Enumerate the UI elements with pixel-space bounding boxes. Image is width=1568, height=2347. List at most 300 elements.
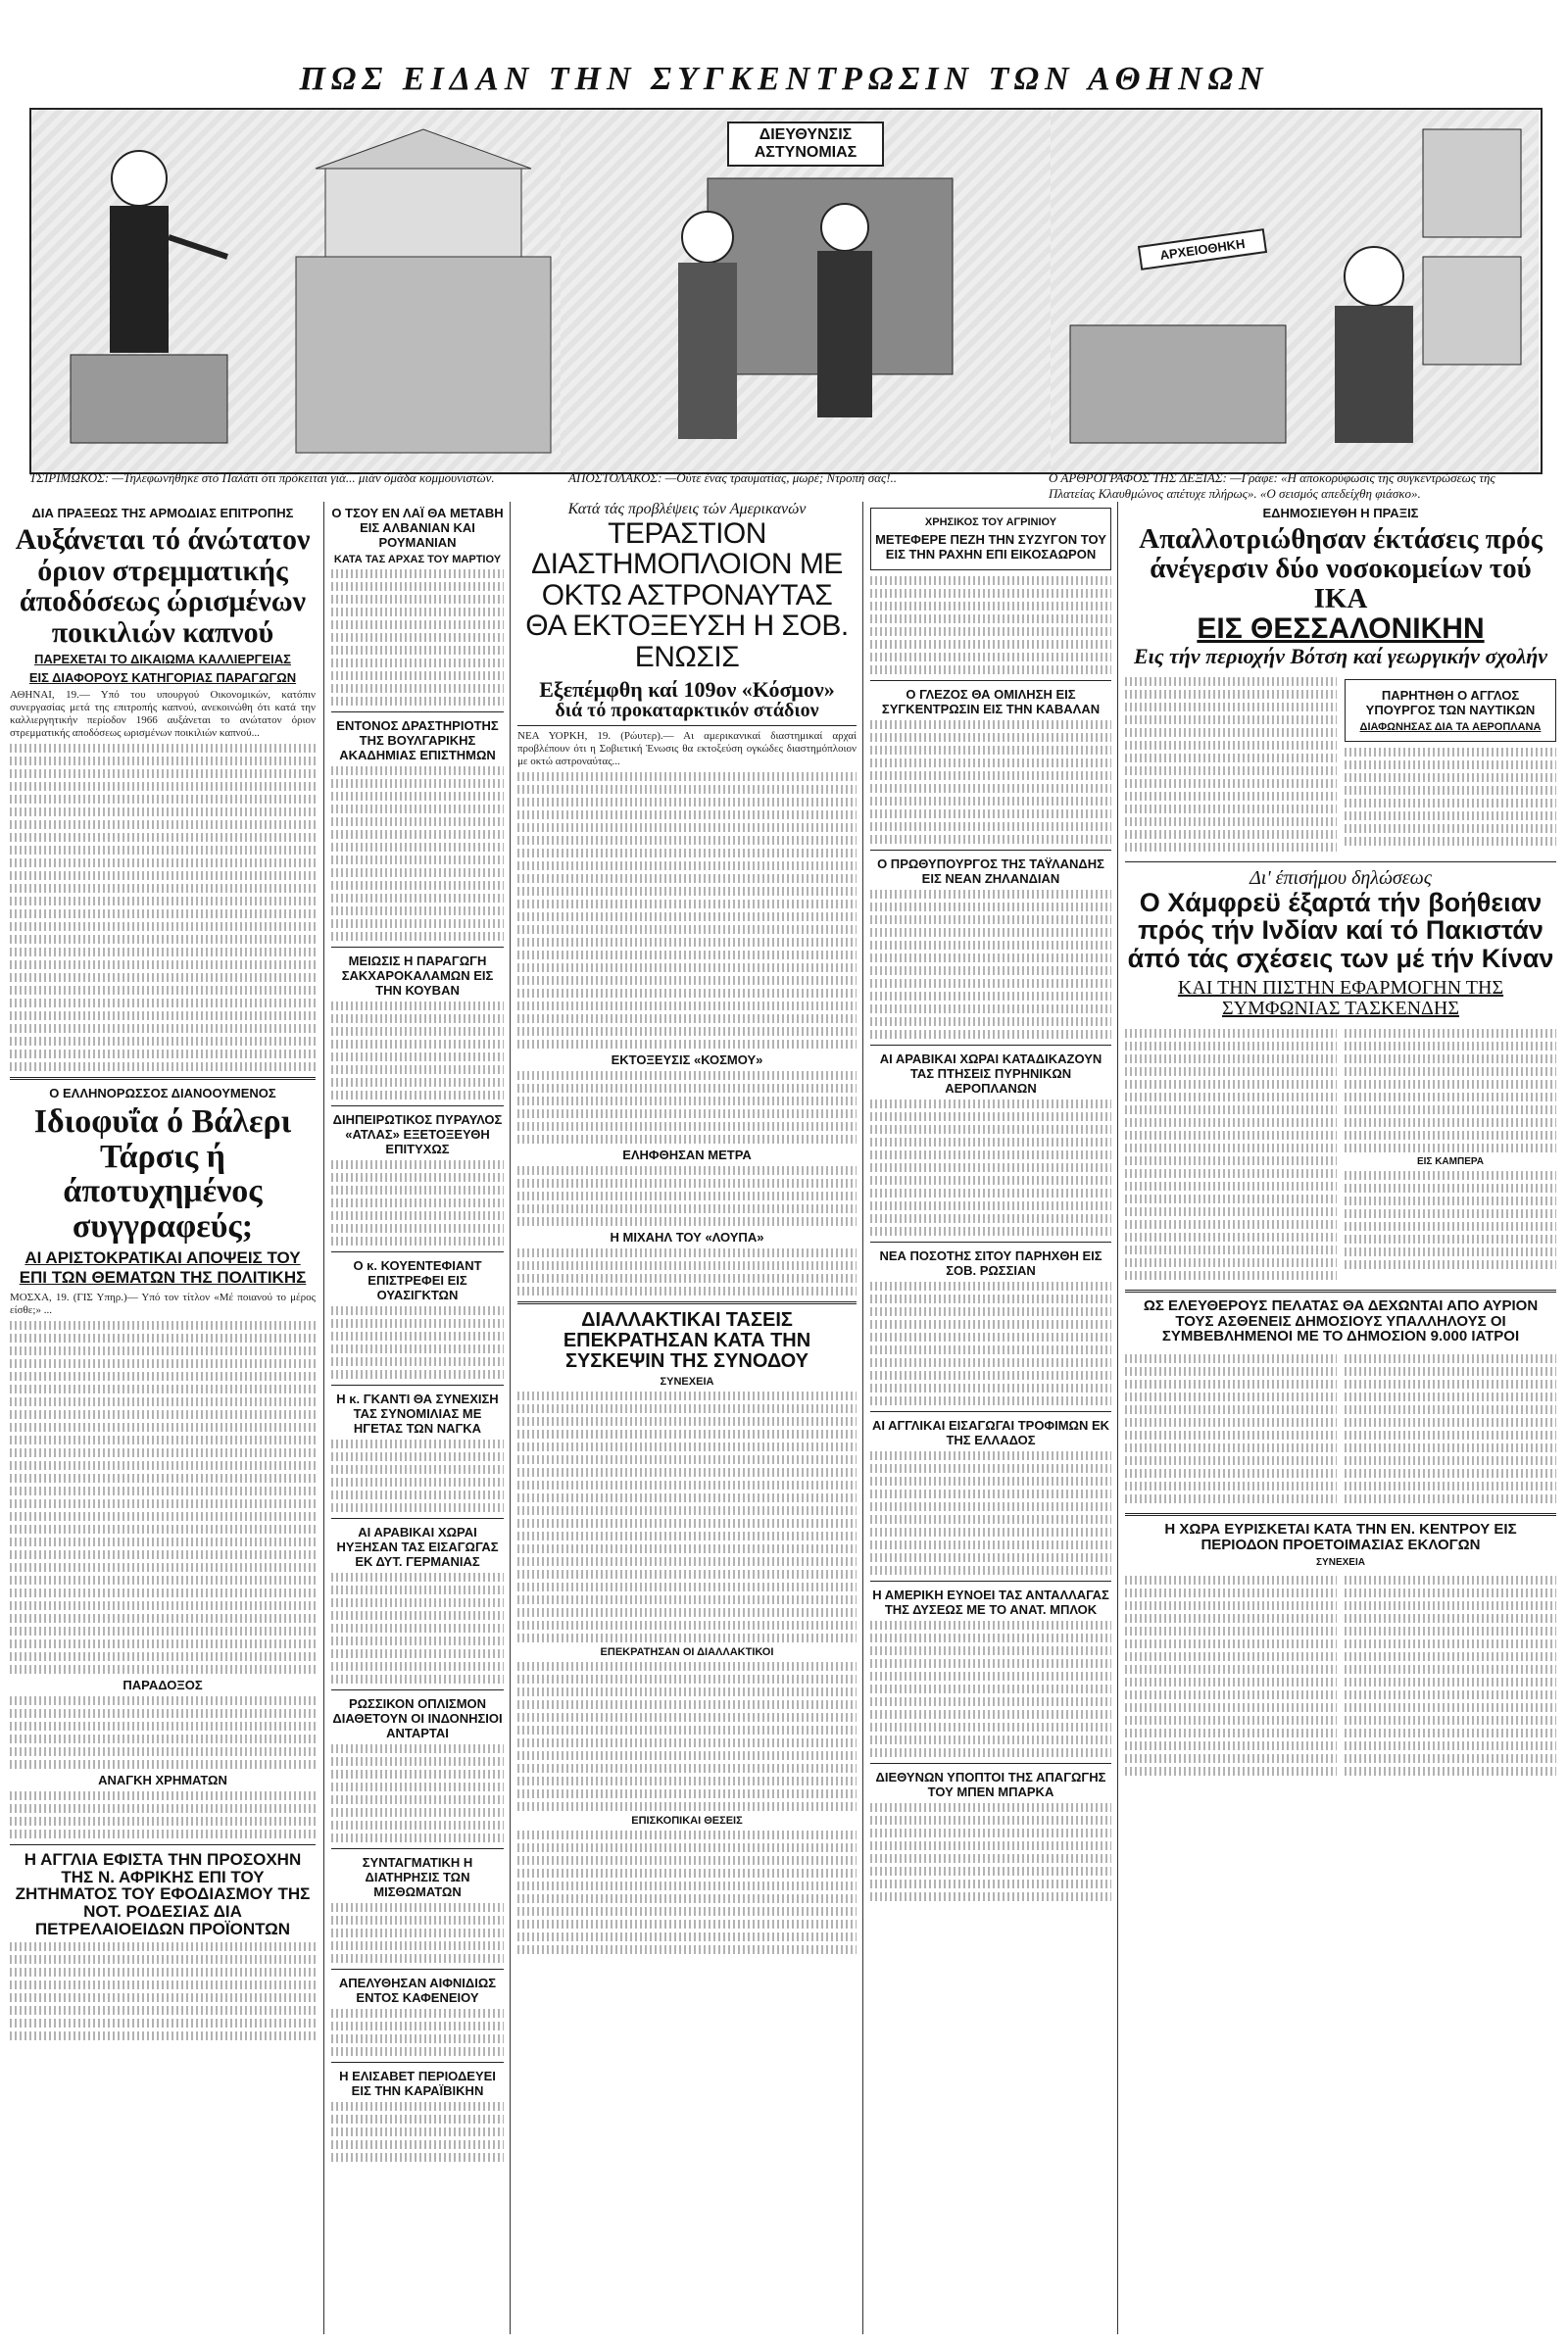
cartoon-strip	[29, 108, 1543, 474]
text-line	[10, 1722, 316, 1731]
text-line	[1125, 1494, 1337, 1503]
two-column-block	[1125, 1572, 1556, 1780]
text-line	[331, 779, 504, 788]
article-kicker: ΔΙΑ ΠΡΑΞΕΩΣ ΤΗΣ ΑΡΜΟΔΙΑΣ ΕΠΙΤΡΟΠΗΣ	[31, 506, 294, 520]
text-line	[870, 1685, 1111, 1693]
divider	[1125, 1290, 1556, 1293]
text-line	[517, 1287, 857, 1296]
brief-subhead: ΔΙΑΦΩΝΗΣΑΣ ΔΙΑ ΤΑ ΑΕΡΟΠΛΑΝΑ	[1359, 720, 1542, 733]
article-headline: Ιδιοφυΐα ό Βάλερι Τάρσις ή άποτυχημένος συγγραφεύς;	[33, 1103, 292, 1246]
text-line	[870, 1553, 1111, 1562]
article-subhead: ΕΙΣ ΔΙΑΦΟΡΟΥΣ ΚΑΤΗΓΟΡΙΑΣ ΠΑΡΑΓΩΓΩΝ	[28, 670, 297, 685]
text-line	[1125, 817, 1337, 826]
brief-headline: ΑΙ ΑΡΑΒΙΚΑΙ ΧΩΡΑΙ ΚΑΤΑΔΙΚΑΖΟΥΝ ΤΑΣ ΠΤΗΣΕΙΣ ΠΥΡΗΝΙΚΩΝ ΑΕΡΟΠΛΑΝΩΝ	[879, 1051, 1102, 1096]
text-line	[870, 1854, 1111, 1863]
text-line	[517, 1097, 857, 1105]
text-line	[331, 1598, 504, 1607]
text-line	[870, 1189, 1111, 1198]
text-line	[870, 966, 1111, 975]
text-line	[331, 919, 504, 928]
text-line	[1125, 715, 1337, 724]
section-label: ΕΠΕΚΡΑΤΗΣΑΝ ΟΙ ΔΙΑΛΛΑΚΤΙΚΟΙ	[600, 1646, 774, 1659]
column-3	[517, 502, 857, 2334]
text-line	[870, 1829, 1111, 1837]
text-line	[1125, 1131, 1337, 1140]
text-line	[517, 1002, 857, 1010]
text-line	[1345, 1380, 1556, 1389]
text-line	[870, 1112, 1111, 1121]
text-line	[331, 1198, 504, 1207]
text-line	[870, 1030, 1111, 1039]
text-line	[331, 1611, 504, 1620]
text-line	[517, 1084, 857, 1093]
text-line	[331, 2022, 504, 2030]
text-line	[331, 1040, 504, 1049]
text-line	[870, 1214, 1111, 1223]
text-line	[331, 1637, 504, 1645]
column-1	[10, 502, 316, 2334]
text-line	[331, 1662, 504, 1671]
text-line	[1345, 1067, 1556, 1076]
text-line	[870, 1659, 1111, 1668]
text-line	[10, 1024, 316, 1033]
text-line	[870, 589, 1111, 598]
text-line	[1345, 1652, 1556, 1661]
text-line	[870, 1163, 1111, 1172]
text-line	[1345, 1431, 1556, 1440]
text-line	[10, 1735, 316, 1743]
text-line	[870, 1841, 1111, 1850]
text-line	[331, 2115, 504, 2124]
divider	[331, 1689, 504, 1690]
text-line	[10, 1993, 316, 2002]
text-line	[517, 1468, 857, 1477]
text-line	[870, 1803, 1111, 1812]
divider	[331, 1518, 504, 1519]
section-label: ΕΠΙΣΚΟΠΙΚΑΙ ΘΕΣΕΙΣ	[631, 1815, 743, 1828]
text-line	[870, 1358, 1111, 1367]
text-line	[10, 999, 316, 1007]
brief-headline: ΑΠΕΛΥΘΗΣΑΝ ΑΙΦΝΙΔΙΩΣ ΕΝΤΟΣ ΚΑΦΕΝΕΙΟΥ	[338, 1976, 497, 2005]
article-subhead: Εις τήν περιοχήν Βότση καί γεωργικήν σχολήν	[1133, 643, 1548, 668]
text-line	[870, 1723, 1111, 1732]
text-line	[10, 1614, 316, 1623]
text-line	[870, 1502, 1111, 1511]
divider	[331, 1969, 504, 1970]
text-line	[10, 1346, 316, 1355]
text-line	[517, 1192, 857, 1200]
text-line	[1125, 1627, 1337, 1636]
text-line	[870, 1515, 1111, 1524]
brief-headline: ΕΝΤΟΝΟΣ ΔΡΑΣΤΗΡΙΟΤΗΣ ΤΗΣ ΒΟΥΛΓΑΡΙΚΗΣ ΑΚΑΔΗΜΙΑΣ ΕΠΙΣΤΗΜΩΝ	[336, 718, 499, 762]
page-banner: ΠΩΣ ΕΙΔΑΝ ΤΗΝ ΣΥΓΚΕΝΤΡΩΣΙΝ ΤΩΝ ΑΘΗΝΩΝ	[299, 61, 1269, 97]
section-label: ΣΥΝΕΧΕΙΑ	[660, 1376, 714, 1389]
text-line	[870, 1100, 1111, 1108]
text-line	[331, 1224, 504, 1233]
text-line	[331, 1052, 504, 1061]
text-line	[1345, 1703, 1556, 1712]
text-line	[10, 1830, 316, 1838]
text-line	[331, 1370, 504, 1379]
text-line	[870, 1150, 1111, 1159]
text-line	[10, 2019, 316, 2028]
column-rule	[862, 502, 863, 2334]
article-kicker: Δι' έπισήμου δηλώσεως	[1250, 866, 1432, 889]
text-line	[1345, 1690, 1556, 1699]
text-line	[331, 608, 504, 616]
text-line	[1125, 792, 1337, 801]
text-line	[517, 1920, 857, 1929]
text-line	[331, 2140, 504, 2149]
text-line	[1345, 773, 1556, 782]
text-line	[10, 807, 316, 816]
text-line	[331, 1173, 504, 1182]
text-line	[331, 684, 504, 693]
text-line	[1125, 779, 1337, 788]
text-line	[870, 1125, 1111, 1134]
divider	[870, 1763, 1111, 1764]
brief-headline: ΝΕΑ ΠΟΣΟΤΗΣ ΣΙΤΟΥ ΠΑΡΗΧΘΗ ΕΙΣ ΣΟΒ. ΡΩΣΣΙΑΝ	[879, 1248, 1102, 1278]
text-line	[1125, 1118, 1337, 1127]
divider	[331, 1385, 504, 1386]
text-line	[10, 1747, 316, 1756]
text-line	[10, 1461, 316, 1470]
text-line	[517, 798, 857, 807]
text-line	[331, 1649, 504, 1658]
text-line	[331, 633, 504, 642]
text-line	[517, 1738, 857, 1747]
text-line	[10, 1474, 316, 1483]
text-line	[1125, 677, 1337, 686]
text-line	[1345, 1247, 1556, 1256]
two-column-block	[1125, 1025, 1556, 1284]
text-line	[1125, 1405, 1337, 1414]
text-line	[1125, 1431, 1337, 1440]
text-line	[10, 1011, 316, 1020]
column-rule	[510, 502, 511, 2334]
text-line	[331, 906, 504, 915]
text-line	[10, 884, 316, 893]
text-line	[331, 894, 504, 903]
text-line	[517, 1135, 857, 1144]
brief-headline: Ο κ. ΚΟΥΕΝΤΕΦΙΑΝΤ ΕΠΙΣΤΡΕΦΕΙ ΕΙΣ ΟΥΑΣΙΓΚΤΩΝ	[353, 1258, 482, 1302]
text-line	[1345, 1054, 1556, 1063]
cartoon-caption-3: Ο ΑΡΘΡΟΓΡΑΦΟΣ ΤΗΣ ΔΕΞΙΑΣ: —Γράφε: «Η αποκορύφωσις της συγκεντρώσεως τής Πλατείας Κλαυθμώνος απέτυχε πλήρως». «Ο σεισμός απεδείχθη φιάσκο».	[1049, 470, 1495, 501]
text-line	[10, 986, 316, 995]
text-line	[1345, 1614, 1556, 1623]
article-headline: ΔΙΑΛΛΑΚΤΙΚΑΙ ΤΑΣΕΙΣ ΕΠΕΚΡΑΤΗΣΑΝ ΚΑΤΑ ΤΗΝ ΣΥΣΚΕΨΙΝ ΤΗΣ ΣΥΝΟΔΟΥ	[563, 1309, 811, 1373]
column-2	[331, 502, 504, 2334]
text-line	[331, 1345, 504, 1353]
divider	[870, 1045, 1111, 1046]
text-line	[1125, 1258, 1337, 1267]
article-body: ΜΟΣΧΑ, 19. (ΓΙΣ Υπηρ.)— Υπό τον τίτλον «Μέ ποιανού το μέρος είσθε;» ...	[10, 1291, 316, 1316]
text-line	[870, 1867, 1111, 1876]
text-line	[10, 820, 316, 829]
text-line	[10, 1804, 316, 1813]
text-line	[870, 1282, 1111, 1291]
text-line	[331, 582, 504, 591]
text-line	[331, 2153, 504, 2162]
text-line	[1345, 1260, 1556, 1269]
article-text	[1125, 673, 1337, 856]
text-line	[870, 1004, 1111, 1013]
text-line	[870, 1345, 1111, 1354]
text-line	[1345, 1418, 1556, 1427]
text-line	[517, 1122, 857, 1131]
article-kicker: Ο ΕΛΛΗΝΟΡΩΣΣΟΣ ΔΙΑΝΟΟΥΜΕΝΟΣ	[49, 1086, 276, 1100]
text-line	[1125, 843, 1337, 852]
divider	[10, 1077, 316, 1080]
text-line	[1125, 1233, 1337, 1242]
text-line	[517, 1777, 857, 1785]
text-line	[1345, 811, 1556, 820]
text-line	[870, 1736, 1111, 1744]
text-line	[1125, 1665, 1337, 1674]
text-line	[10, 1538, 316, 1546]
text-line	[1125, 1767, 1337, 1776]
divider	[870, 1242, 1111, 1243]
side-brief	[1345, 673, 1556, 856]
article-headline: Ο Χάμφρεϋ έξαρτά τήν βοήθειαν πρός τήν Ινδίαν καί τό Πακιστάν άπό τάς σχέσεις των μέ τήν Κίναν	[1127, 887, 1554, 973]
divider	[331, 1105, 504, 1106]
text-line	[1345, 1184, 1556, 1193]
text-line	[10, 1817, 316, 1826]
text-line	[1345, 760, 1556, 769]
boxed-brief	[870, 508, 1111, 570]
text-line	[10, 744, 316, 753]
column-5	[1125, 502, 1556, 2334]
text-line	[10, 1709, 316, 1718]
text-line	[870, 627, 1111, 636]
text-line	[331, 1357, 504, 1366]
text-line	[517, 1493, 857, 1502]
text-line	[1125, 1354, 1337, 1363]
text-line	[331, 2127, 504, 2136]
text-line	[10, 1448, 316, 1457]
text-line	[1345, 1627, 1556, 1636]
text-line	[870, 979, 1111, 988]
text-line	[1125, 1105, 1337, 1114]
text-line	[870, 1451, 1111, 1460]
text-line	[517, 1519, 857, 1528]
text-line	[1125, 1093, 1337, 1101]
two-column-block	[1125, 1350, 1556, 1507]
divider	[870, 1411, 1111, 1412]
text-line	[870, 1880, 1111, 1888]
text-line	[870, 1566, 1111, 1575]
text-line	[517, 785, 857, 794]
article-headline: Η ΑΓΓΛΙΑ ΕΦΙΣΤΑ ΤΗΝ ΠΡΟΣΟΧΗΝ ΤΗΣ Ν. ΑΦΡΙΚΗΣ ΕΠΙ ΤΟΥ ΖΗΤΗΜΑΤΟΣ ΤΟΥ ΕΦΟΔΙΑΣΜΟΥ ΤΗΣ ΝΟΤ. ΡΟΔΕΣΙΑΣ ΔΙΑ ΠΕΤΡΕΛΑΙΟΕΙΔΩΝ ΠΡΟΪΟΝΤΩΝ	[15, 1849, 311, 1939]
text-line	[870, 1634, 1111, 1642]
article-subhead: ΚΑΙ ΤΗΝ ΠΙΣΤΗΝ ΕΦΑΡΜΟΓΗΝ ΤΗΣ ΣΥΜΦΩΝΙΑΣ ΤΑΣΚΕΝΔΗΣ	[1177, 976, 1504, 1019]
text-line	[1125, 830, 1337, 839]
text-line	[517, 1166, 857, 1175]
text-line	[870, 758, 1111, 767]
text-line	[870, 665, 1111, 674]
divider	[331, 711, 504, 712]
article-subhead: Εξεπέμφθη καί 109ον «Κόσμον»	[539, 677, 835, 703]
cartoon-panel-2	[561, 110, 1053, 472]
text-line	[517, 1856, 857, 1865]
article-headline-location: ΕΙΣ ΘΕΣΣΑΛΟΝΙΚΗΝ	[1197, 612, 1485, 646]
text-line	[10, 2031, 316, 2040]
text-line	[331, 1465, 504, 1474]
text-line	[517, 1700, 857, 1709]
text-line	[1345, 1235, 1556, 1244]
text-line	[517, 836, 857, 845]
text-line	[870, 771, 1111, 780]
text-line	[1125, 1652, 1337, 1661]
text-line	[331, 1954, 504, 1963]
text-line	[1125, 1754, 1337, 1763]
text-line	[331, 1903, 504, 1912]
text-line	[517, 951, 857, 959]
divider	[870, 850, 1111, 851]
text-line	[331, 1306, 504, 1315]
text-line	[517, 1713, 857, 1722]
text-line	[870, 797, 1111, 806]
text-line	[517, 1532, 857, 1540]
text-line	[1345, 1405, 1556, 1414]
text-line	[1345, 1729, 1556, 1737]
text-line	[517, 938, 857, 947]
police-sign: ΔΙΕΥΘΥΝΣΙΣ ΑΣΤΥΝΟΜΙΑΣ	[727, 122, 884, 167]
text-line	[331, 1821, 504, 1830]
text-line	[1125, 766, 1337, 775]
text-line	[1345, 1741, 1556, 1750]
text-line	[1125, 1156, 1337, 1165]
text-line	[517, 925, 857, 934]
divider	[331, 947, 504, 948]
text-line	[870, 733, 1111, 742]
text-line	[10, 1050, 316, 1058]
text-line	[10, 1550, 316, 1559]
text-line	[517, 1945, 857, 1954]
text-line	[1345, 1456, 1556, 1465]
text-line	[331, 2047, 504, 2056]
text-line	[517, 1274, 857, 1283]
text-line	[517, 963, 857, 972]
text-line	[331, 1675, 504, 1684]
article-body: ΝΕΑ ΥΟΡΚΗ, 19. (Ρώυτερ).— Αι αμερικανικαί διαστημικαί αρχαί προβλέπουν ότι η Σοβιετική Ένωσις θα εκτοξεύση ογκώδες διαστημόπλοιον με οκτώ αστροναύτας...	[517, 730, 857, 768]
cartoon-caption-1: ΤΣΙΡΙΜΩΚΟΣ: —Τηλεφωνήθηκε στό Παλάτι ότι πρόκειται γιά... μιάν όμάδα κομμουνιστών.	[29, 470, 495, 485]
text-line	[870, 1227, 1111, 1236]
text-line	[331, 697, 504, 706]
text-line	[1125, 1443, 1337, 1452]
text-line	[870, 640, 1111, 649]
text-line	[10, 858, 316, 867]
text-line	[1345, 1443, 1556, 1452]
text-line	[331, 1586, 504, 1594]
text-line	[10, 1968, 316, 1977]
text-line	[517, 1392, 857, 1400]
text-line	[870, 1621, 1111, 1630]
text-line	[10, 909, 316, 918]
text-line	[1125, 1690, 1337, 1699]
text-line	[1125, 1418, 1337, 1427]
divider	[331, 1251, 504, 1252]
text-line	[10, 795, 316, 804]
text-line	[10, 948, 316, 956]
text-line	[10, 897, 316, 905]
text-line	[1125, 805, 1337, 813]
article-headline: ΩΣ ΕΛΕΥΘΕΡΟΥΣ ΠΕΛΑΤΑΣ ΘΑ ΔΕΧΩΝΤΑΙ ΑΠΟ ΑΥΡΙΟΝ ΤΟΥΣ ΑΣΘΕΝΕΙΣ ΔΗΜΟΣΙΟΥΣ ΥΠΑΛΛΗΛΟΥΣ ΟΙ ΣΥΜΒΕΒΛΗΜΕΝΟΙ ΜΕ ΤΟ ΔΗΜΟΣΙΟΝ 9.000 ΙΑΤΡΟΙ	[1143, 1296, 1539, 1345]
text-line	[517, 1027, 857, 1036]
text-line	[10, 1037, 316, 1046]
text-line	[10, 1512, 316, 1521]
text-line	[517, 1843, 857, 1852]
text-line	[331, 1795, 504, 1804]
text-line	[517, 1882, 857, 1890]
text-line	[870, 1528, 1111, 1537]
text-line	[870, 1307, 1111, 1316]
article-headline: Η ΧΩΡΑ ΕΥΡΙΣΚΕΤΑΙ ΚΑΤΑ ΤΗΝ ΕΝ. ΚΕΝΤΡΟΥ ΕΙΣ ΠΕΡΙΟΔΟΝ ΠΡΟΕΤΟΙΜΑΣΙΑΣ ΕΚΛΟΓΩΝ	[1164, 1521, 1517, 1553]
text-line	[870, 1477, 1111, 1486]
text-line	[331, 1186, 504, 1195]
text-line	[1345, 1716, 1556, 1725]
text-line	[517, 1261, 857, 1270]
text-line	[1125, 1054, 1337, 1063]
text-line	[517, 1726, 857, 1735]
text-line	[10, 769, 316, 778]
text-line	[331, 1624, 504, 1633]
text-line	[1345, 1131, 1556, 1140]
text-line	[331, 1478, 504, 1487]
text-line	[1345, 1469, 1556, 1478]
text-line	[1125, 1271, 1337, 1280]
brief-headline: ΣΥΝΤΑΓΜΑΤΙΚΗ Η ΔΙΑΤΗΡΗΣΙΣ ΤΩΝ ΜΙΣΘΩΜΑΤΩΝ	[362, 1855, 473, 1899]
text-line	[517, 1179, 857, 1188]
text-line	[10, 846, 316, 855]
text-line	[1345, 1354, 1556, 1363]
text-line	[517, 887, 857, 896]
text-line	[331, 1332, 504, 1341]
text-line	[1345, 1367, 1556, 1376]
text-line	[1345, 1144, 1556, 1152]
text-line	[870, 1646, 1111, 1655]
text-line	[870, 1464, 1111, 1473]
text-line	[331, 856, 504, 864]
cartoon-panel-1	[31, 110, 563, 472]
text-line	[517, 1751, 857, 1760]
text-line	[1345, 1042, 1556, 1051]
text-line	[870, 1333, 1111, 1342]
text-line	[870, 1396, 1111, 1405]
section-label: ΕΙΣ ΚΑΜΠΕΡΑ	[1416, 1155, 1485, 1167]
brief-headline: ΔΙΕΘΥΝΩΝ ΥΠΟΠΤΟΙ ΤΗΣ ΑΠΑΓΩΓΗΣ ΤΟΥ ΜΠΕΝ ΜΠΑΡΚΑ	[875, 1770, 1106, 1799]
text-line	[1345, 1767, 1556, 1776]
text-line	[331, 2102, 504, 2111]
text-line	[517, 989, 857, 998]
text-line	[517, 1687, 857, 1696]
text-line	[1125, 1576, 1337, 1585]
section-label: ΕΚΤΟΞΕΥΣΙΣ «ΚΟΣΜΟΥ»	[611, 1052, 763, 1068]
section-label: ΣΥΝΕΧΕΙΑ	[1316, 1556, 1365, 1568]
text-line	[1345, 1197, 1556, 1205]
article-subhead: ΠΑΡΕΧΕΤΑΙ ΤΟ ΔΙΚΑΙΩΜΑ ΚΑΛΛΙΕΡΓΕΙΑΣ	[34, 652, 291, 666]
text-line	[331, 1065, 504, 1074]
text-line	[517, 1907, 857, 1916]
text-line	[10, 922, 316, 931]
text-line	[10, 1410, 316, 1419]
section-label: ΠΑΡΑΔΟΞΟΣ	[122, 1677, 203, 1692]
text-line	[870, 653, 1111, 661]
text-line	[10, 1696, 316, 1705]
text-line	[517, 861, 857, 870]
divider	[517, 1301, 857, 1304]
text-line	[870, 1138, 1111, 1147]
